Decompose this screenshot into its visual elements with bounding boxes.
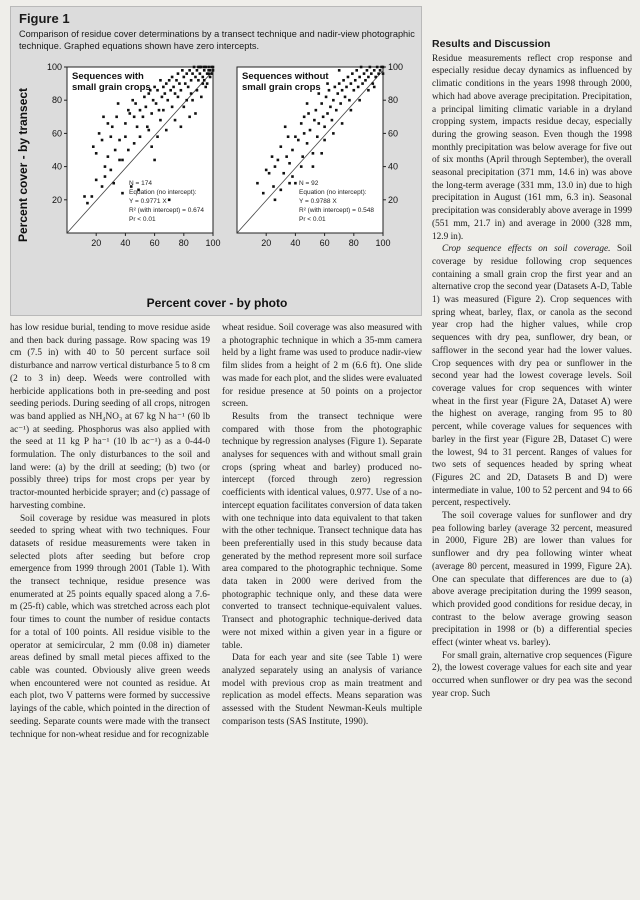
y-tick-label: 20 — [388, 194, 399, 205]
data-point — [268, 172, 271, 175]
data-point — [165, 82, 168, 85]
data-point — [351, 72, 354, 75]
y-tick-label: 60 — [388, 128, 399, 139]
data-point — [291, 175, 294, 178]
data-point — [323, 139, 326, 142]
data-point — [339, 102, 342, 105]
data-point — [107, 155, 110, 158]
data-point — [307, 112, 310, 115]
data-point — [102, 116, 105, 119]
data-point — [197, 79, 200, 82]
data-point — [367, 89, 370, 92]
col2-paragraph: Results from the transect technique were compared with those from the photographic technique by regression analyses (Figure 1). Separate analyses for sequences with and without small grain crops (spring wheat and barley) produced no-intercept (forced through zero) regression coefficients with identical values, 0.977. Use of a no-intercept equation facilitates conversion of data taken with one technique into data equivalent to that taken with the other technique. Transect technique data has been preferentially used in this study because data generated by the method represent more soil surface area compared to the photographic technique. Some data taken in 2000 were derived from the photographic technique only, and these data were converted to transect technique-equivalent values. Transect and photographic technique-derived data were not mixed within a given year in a figure or table. — [222, 411, 422, 651]
y-axis-label: Percent cover - by transect — [16, 87, 30, 243]
data-point — [350, 109, 353, 112]
data-point — [203, 69, 206, 72]
data-point — [177, 96, 180, 99]
data-point — [162, 86, 165, 89]
data-point — [312, 152, 315, 155]
data-point — [183, 106, 186, 109]
x-tick-label: 40 — [120, 238, 131, 248]
data-point — [86, 202, 89, 205]
panel-stat: R² (with intercept) = 0.548 — [299, 207, 374, 214]
data-point — [350, 82, 353, 85]
y-tick-label: 60 — [51, 128, 62, 139]
data-point — [165, 129, 168, 132]
data-point — [124, 135, 127, 138]
data-point — [118, 139, 121, 142]
data-point — [196, 89, 199, 92]
data-point — [336, 92, 339, 95]
data-point — [150, 112, 153, 115]
y-tick-label: 80 — [51, 95, 62, 106]
data-point — [313, 119, 316, 122]
data-point — [174, 119, 177, 122]
data-point — [335, 109, 338, 112]
data-point — [142, 116, 145, 119]
data-point — [207, 66, 210, 69]
x-tick-label: 80 — [178, 238, 189, 248]
data-point — [161, 96, 164, 99]
data-point — [212, 66, 215, 69]
data-point — [166, 99, 169, 102]
data-point — [196, 69, 199, 72]
data-point — [187, 86, 190, 89]
data-point — [209, 76, 212, 79]
panel-title-line2: small grain crops — [72, 82, 151, 93]
x-tick-label: 60 — [319, 238, 330, 248]
col1-paragraph: has low residue burial, tending to move residue aside and then back during passage. Row spacing was 19 cm (7.5 in) with 40 to 50 percent surface soil disturbance and narrow vertical disturbance 5 to 8 cm (2 to 3 in) deep. Weeds were controlled with herbicide applications both in pre-seeding and post seeding periods. During seeding of all crops, nitrogen was band applied as NH₄NO₃ at 67 kg N ha⁻¹ (60 lb ac⁻¹) at seeding. Phosphorus was also applied with the seed at 11 kg P ha⁻¹ (10 lb ac⁻¹) as a 0-44-0 formulation. The only disturbances to the soil and land were: (a) by the drill at seeding; (b) two (or possibly three) trips for most crops per year by tractor-mounted herbicide sprayer; and (c) passage of harvesting combine. — [10, 323, 210, 511]
data-point — [344, 96, 347, 99]
data-point — [101, 185, 104, 188]
x-tick-label: 20 — [91, 238, 102, 248]
data-point — [207, 69, 210, 72]
data-point — [124, 122, 127, 125]
x-tick-label: 60 — [149, 238, 160, 248]
data-point — [204, 86, 207, 89]
data-point — [180, 89, 183, 92]
data-point — [174, 92, 177, 95]
data-point — [342, 79, 345, 82]
data-point — [294, 182, 297, 185]
col1-paragraph: Soil coverage by residue was measured in plots seeded to spring wheat with two techniques. Four datasets of residue measurements were taken in selected plots after seeding but before crop emergence from 1999 through 2001 (Table 1). With the transect technique, residue presence was enumerated at 25 points equally spaced along a 7.6-m (25-ft) cable, which was stretched across each plot four times to count the number of residue contacts for a total of 100 points. All residue visible to the operator at semicircular, 2 mm (0.08 in) diameter areas defined by small metal pieces affixed to the cable was counted. Obviously alive green weeds when encountered were not counted as residue. At each plot, two V patterns were formed by successive layings of the cable, which pointed in the direction of seeding. Separate counts were made with the transect technique for non-wheat residue and for recognizable — [10, 513, 210, 740]
y-tick-label: 20 — [51, 194, 62, 205]
data-point — [164, 92, 167, 95]
x-axis-label: Percent cover - by photo — [146, 296, 288, 310]
data-point — [201, 76, 204, 79]
data-point — [265, 169, 268, 172]
x-tick-label: 40 — [290, 238, 301, 248]
scatter-figure — [11, 55, 423, 315]
data-point — [272, 185, 275, 188]
data-point — [360, 66, 363, 69]
data-point — [288, 182, 291, 185]
data-point — [203, 66, 206, 69]
data-point — [291, 149, 294, 152]
data-point — [118, 159, 121, 162]
panel-stat: Pr < 0.01 — [129, 216, 156, 223]
data-point — [315, 109, 318, 112]
y-tick-label: 40 — [51, 161, 62, 172]
data-point — [210, 72, 213, 75]
data-point — [117, 102, 120, 105]
column-3 — [432, 38, 632, 701]
data-point — [355, 69, 358, 72]
panel-stat: N = 174 — [129, 180, 152, 187]
data-point — [188, 116, 191, 119]
data-point — [131, 99, 134, 102]
data-point — [153, 159, 156, 162]
x-tick-label: 80 — [348, 238, 359, 248]
data-point — [364, 79, 367, 82]
col3-paragraph: Residue measurements reflect crop response and especially residue decay dynamics as influenced by climatic conditions in the years 1998 through 2000, which had above average precipitation. Precipitation, a principal limiting climatic variable in a dryland cropping system, impacts residue decay, especially during the growing season. Even though the 1998 monthly precipitation was below average for five out of six months (April through September), the overall seasonal precipitation (371 mm, 14.6 in) was above the long-term average (331 mm, 13.0 in) due to high precipitation in August (161 mm, 6.3 in). Seasonal precipitation was considerably above average in 1999 (551 mm, 21.7 in) and average in 2000 (328 mm, 12.9 in). — [432, 53, 632, 242]
data-point — [354, 79, 357, 82]
data-point — [185, 99, 188, 102]
data-point — [183, 76, 186, 79]
data-point — [312, 165, 315, 168]
data-point — [150, 145, 153, 148]
data-point — [201, 82, 204, 85]
data-point — [180, 125, 183, 128]
data-point — [331, 119, 334, 122]
x-tick-label: 20 — [261, 238, 272, 248]
data-point — [190, 92, 193, 95]
col3-crop-paragraph — [432, 243, 632, 510]
data-point — [303, 132, 306, 135]
data-point — [287, 135, 290, 138]
data-point — [178, 82, 181, 85]
data-point — [112, 182, 115, 185]
data-point — [306, 142, 309, 145]
col2-paragraph: wheat residue. Soil coverage was also measured with a photographic technique in which a 35-mm camera held by a light frame was used to produce nadir-view film slides from a height of 2 m (6.6 ft). One slide was made for each plot, and the slides were evaluated for residue presence at 50 points on a projector screen. — [222, 323, 422, 410]
data-point — [95, 152, 98, 155]
data-point — [277, 159, 280, 162]
column-1 — [10, 322, 210, 741]
data-point — [297, 139, 300, 142]
data-point — [184, 82, 187, 85]
data-point — [139, 109, 142, 112]
data-point — [91, 195, 94, 198]
data-point — [274, 199, 277, 202]
data-point — [320, 102, 323, 105]
data-point — [115, 116, 118, 119]
data-point — [104, 165, 107, 168]
data-point — [206, 82, 209, 85]
data-point — [156, 135, 159, 138]
data-point — [147, 129, 150, 132]
data-point — [190, 79, 193, 82]
data-point — [133, 142, 136, 145]
data-point — [101, 139, 104, 142]
figure-1 — [10, 6, 422, 316]
data-point — [171, 106, 174, 109]
data-point — [212, 69, 215, 72]
panel-stat: N = 92 — [299, 180, 319, 187]
data-point — [134, 102, 137, 105]
data-point — [371, 82, 374, 85]
data-point — [379, 69, 382, 72]
data-point — [168, 199, 171, 202]
data-point — [341, 89, 344, 92]
col2-paragraph: Data for each year and site (see Table 1) were analyzed separately using an analysis of variance model with previous crop as main treatment and replication as model effects. Means separation was assessed with the Student Newman-Keuls multiple comparison tests (SAS Institute, 1990). — [222, 653, 422, 727]
x-tick-label: 100 — [205, 238, 221, 248]
y-tick-label: 40 — [388, 161, 399, 172]
data-point — [114, 149, 117, 152]
data-point — [159, 119, 162, 122]
data-point — [156, 89, 159, 92]
data-point — [373, 69, 376, 72]
data-point — [169, 89, 172, 92]
data-point — [285, 155, 288, 158]
data-point — [128, 112, 131, 115]
data-point — [194, 112, 197, 115]
data-point — [345, 86, 348, 89]
data-point — [256, 182, 259, 185]
data-point — [175, 79, 178, 82]
data-point — [284, 125, 287, 128]
data-point — [288, 162, 291, 165]
panel-title-line1: Sequences with — [72, 71, 144, 82]
data-point — [341, 122, 344, 125]
data-point — [110, 135, 113, 138]
results-heading: Results and Discussion — [432, 38, 551, 50]
data-point — [338, 69, 341, 72]
data-point — [370, 72, 373, 75]
y-tick-label: 80 — [388, 95, 399, 106]
data-point — [185, 72, 188, 75]
data-point — [358, 76, 361, 79]
data-point — [376, 66, 379, 69]
data-point — [146, 125, 149, 128]
figure-caption: Comparison of residue cover determinations by a transect technique and nadir-view photographic technique. Graphed equations shown have zero intercepts. — [19, 29, 415, 51]
data-point — [347, 76, 350, 79]
data-point — [357, 86, 360, 89]
panel-title-line1: Sequences without — [242, 71, 329, 82]
data-point — [306, 102, 309, 105]
data-point — [332, 132, 335, 135]
data-point — [177, 72, 180, 75]
data-point — [282, 172, 285, 175]
data-point — [322, 116, 325, 119]
data-point — [382, 66, 385, 69]
data-point — [374, 76, 377, 79]
data-point — [329, 106, 332, 109]
data-point — [136, 125, 139, 128]
data-point — [369, 66, 372, 69]
data-point — [168, 79, 171, 82]
data-point — [143, 96, 146, 99]
data-point — [377, 72, 380, 75]
crop-sequence-text: Soil coverage by residue following crop sequences containing a small grain crop the first year and an alternative crop the second year (Datasets A-D, Table 1) was measured (Figure 2). Crop sequences with spring wheat, barley, flax, or canola as the second year crop had the higher values, while crop sequences with dry pea, sunflower, dry bean, or safflower in the second year had the lower values. Crop sequences with dry pea or sunflower in the second year had the lowest coverage levels. Soil coverage values for crop sequences with winter wheat in the first year (Figure 2A, Dataset A) were the highest on average, ranging from 95 to 80 percent, while coverage values for sequences with barley in the first year (Figure 2B, Dataset C) were the lowest, 94 to 31 percent. Ranges of values for two sets of sequences headed by spring wheat (Figures 2C and 2D, Datasets B and D) were intermediate in value, 100 to 52 percent and 94 to 66 percent, respectively. — [432, 244, 632, 509]
data-point — [194, 76, 197, 79]
data-point — [155, 102, 158, 105]
panel-title-line2: small grain crops — [242, 82, 321, 93]
data-point — [107, 122, 110, 125]
data-point — [280, 189, 283, 192]
data-point — [95, 179, 98, 182]
data-point — [353, 89, 356, 92]
data-point — [203, 79, 206, 82]
data-point — [98, 132, 101, 135]
data-point — [262, 192, 265, 195]
data-point — [153, 86, 156, 89]
data-point — [199, 66, 202, 69]
data-point — [162, 109, 165, 112]
panel-stat: Equation (no intercept): — [129, 189, 197, 196]
data-point — [121, 192, 124, 195]
data-point — [300, 165, 303, 168]
data-point — [199, 72, 202, 75]
data-point — [301, 155, 304, 158]
data-point — [320, 152, 323, 155]
data-point — [111, 125, 114, 128]
data-point — [139, 135, 142, 138]
col3-paragraph: The soil coverage values for sunflower and dry pea following barley (average 32 percent, measured in 2000, Figure 2B) are lower than values for sunflower and dry pea following winter wheat (average 80 percent, measured in 1999, Figure 2A). One can speculate that differences are due to (a) above average precipitation during the 1999 season, which provided good conditions for residue decay, in contrast to the below average growing season precipitation in 1998 or (b) a differential species effect (winter wheat vs. barley). — [432, 511, 632, 649]
data-point — [323, 125, 326, 128]
data-point — [366, 69, 369, 72]
data-point — [83, 195, 86, 198]
data-point — [358, 99, 361, 102]
data-point — [274, 165, 277, 168]
data-point — [309, 129, 312, 132]
data-point — [334, 86, 337, 89]
data-point — [303, 116, 306, 119]
data-point — [317, 122, 320, 125]
data-point — [325, 96, 328, 99]
data-point — [316, 135, 319, 138]
data-point — [121, 159, 124, 162]
data-point — [361, 82, 364, 85]
data-point — [373, 86, 376, 89]
panel-stat: R² (with intercept) = 0.674 — [129, 207, 204, 214]
data-point — [133, 116, 136, 119]
data-point — [294, 135, 297, 138]
data-point — [172, 86, 175, 89]
data-point — [207, 72, 210, 75]
data-point — [171, 76, 174, 79]
crop-sequence-heading: Crop sequence effects on soil coverage. — [442, 244, 611, 255]
data-point — [145, 106, 148, 109]
data-point — [200, 96, 203, 99]
column-2 — [222, 322, 422, 729]
data-point — [332, 99, 335, 102]
data-point — [92, 145, 95, 148]
panel-stat: Y = 0.9788 X — [299, 198, 337, 205]
data-point — [300, 122, 303, 125]
data-point — [158, 109, 161, 112]
panel-stat: Y = 0.9771 X — [129, 198, 167, 205]
data-point — [104, 175, 107, 178]
data-point — [127, 109, 130, 112]
data-point — [367, 76, 370, 79]
data-point — [191, 72, 194, 75]
x-tick-label: 100 — [375, 238, 391, 248]
data-point — [326, 82, 329, 85]
y-tick-label: 100 — [46, 62, 62, 72]
data-point — [191, 99, 194, 102]
figure-label: Figure 1 — [19, 11, 70, 26]
data-point — [363, 72, 366, 75]
data-point — [193, 66, 196, 69]
panel-stat: Equation (no intercept): — [299, 189, 367, 196]
data-point — [382, 72, 385, 75]
y-tick-label: 100 — [388, 62, 404, 72]
data-point — [181, 69, 184, 72]
data-point — [328, 89, 331, 92]
data-point — [152, 99, 155, 102]
data-point — [326, 112, 329, 115]
data-point — [348, 99, 351, 102]
data-point — [338, 82, 341, 85]
col3-paragraph: For small grain, alternative crop sequences (Figure 2), the lowest coverage values for each site and year occurred when sunflower or dry pea was the second year crop. Such — [432, 650, 632, 699]
data-point — [280, 145, 283, 148]
data-point — [271, 155, 274, 158]
data-point — [127, 149, 130, 152]
panel-stat: Pr < 0.01 — [299, 216, 326, 223]
data-point — [188, 69, 191, 72]
data-point — [110, 169, 113, 172]
data-point — [159, 79, 162, 82]
